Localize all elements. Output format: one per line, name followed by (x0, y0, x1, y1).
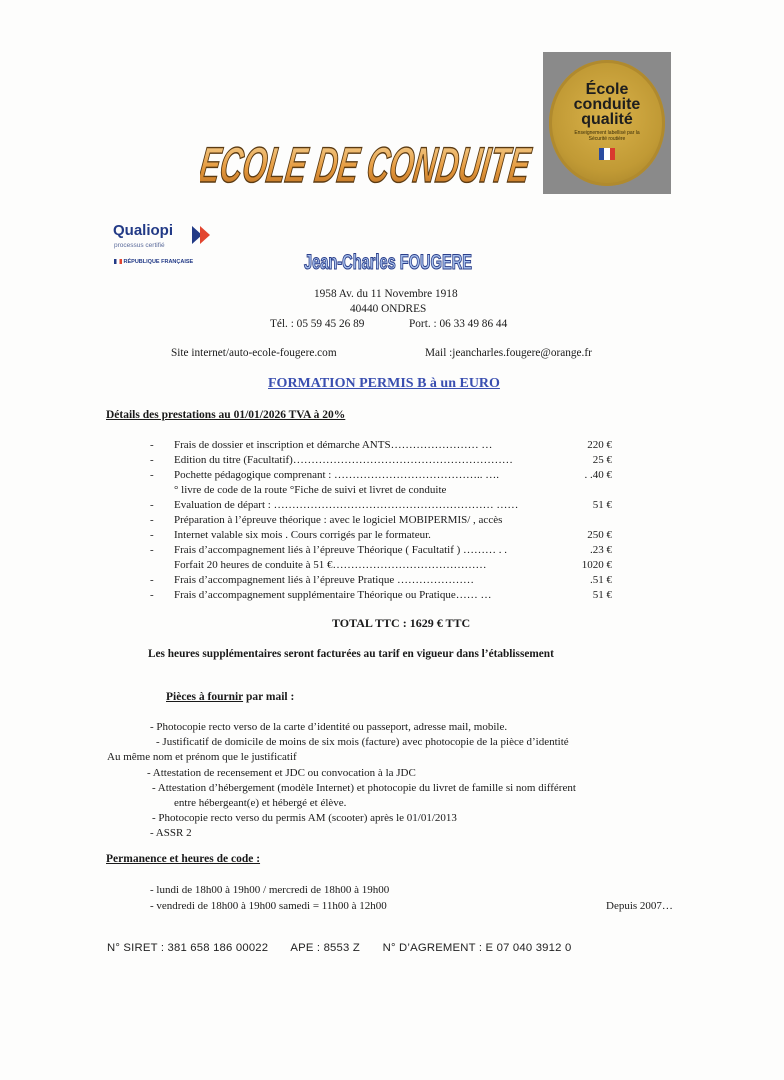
permanence-line1: - lundi de 18h00 à 19h00 / mercredi de 18h00 à 19h00 (150, 884, 390, 896)
prestation-dash: - (150, 499, 154, 511)
badge-seal (549, 60, 665, 186)
total-ttc: TOTAL TTC : 1629 € TTC (332, 616, 471, 630)
prestation-label: Edition du titre (Facultatif)…………………………………………………… (174, 454, 513, 466)
piece-item: - ASSR 2 (150, 827, 192, 839)
agrement: N° D’AGREMENT : E 07 040 3912 0 (382, 942, 572, 954)
republique-francaise-text: RÉPUBLIQUE FRANÇAISE (123, 259, 194, 265)
qualiopi-logo (113, 222, 223, 272)
prestation-dash: - (150, 454, 154, 466)
prestation-amount: 51 € (592, 499, 612, 511)
prestation-label: Préparation à l’épreuve théorique : avec le logiciel MOBIPERMIS/ , accès (174, 514, 503, 526)
prestation-label: Forfait 20 heures de conduite à 51 €…………………………………… (174, 559, 487, 571)
phone-tel: Tél. : 05 59 45 26 89 (270, 318, 365, 330)
pieces-title-underlined: Pièces à fournir (166, 691, 244, 703)
prestation-label: Frais d’accompagnement supplémentaire Théorique ou Pratique…… … (174, 589, 492, 601)
prestation-row (150, 469, 620, 483)
prestation-label: ° livre de code de la route °Fiche de suivi et livret de conduite (174, 484, 447, 496)
piece-item: entre hébergeant(e) et hébergé et élève. (174, 797, 347, 809)
rf-flag-icon (114, 259, 122, 264)
piece-item: - Attestation d’hébergement (modèle Internet) et photocopie du livret de famille si nom différent (152, 782, 576, 794)
pieces-title (166, 691, 294, 703)
badge-line2: conduite (573, 96, 641, 113)
website-text: Site internet/auto-ecole-fougere.com (171, 347, 337, 359)
prestation-dash: - (150, 544, 154, 556)
footer-info (107, 942, 571, 954)
permanence-line2: - vendredi de 18h00 à 19h00 samedi = 11h00 à 12h00 (150, 900, 387, 912)
prestation-row (150, 574, 620, 588)
prestation-row (150, 484, 620, 498)
prestation-label: Pochette pédagogique comprenant : ………………………………….. …. (174, 469, 500, 481)
prestation-row (150, 454, 620, 468)
school-title (200, 128, 540, 198)
prestation-label: Evaluation de départ : …………………………………………………… …… (174, 499, 519, 511)
prestation-row (150, 589, 620, 603)
prestation-amount: .51 € (590, 574, 612, 586)
address-line2: 40440 ONDRES (350, 303, 427, 315)
prestation-dash: - (150, 574, 154, 586)
piece-item: - Attestation de recensement et JDC ou convocation à la JDC (147, 767, 416, 779)
prestation-row (150, 544, 620, 558)
prestation-label: Frais de dossier et inscription et démarche ANTS…………………… … (174, 439, 493, 451)
prestation-row (150, 529, 620, 543)
piece-item: - Justificatif de domicile de moins de six mois (facture) avec photocopie de la pièce d’identité (156, 736, 569, 748)
prestation-amount: 250 € (587, 529, 612, 541)
pieces-title-rest: par mail : (243, 691, 295, 703)
prestation-label: Frais d’accompagnement liés à l’épreuve Théorique ( Facultatif ) ……… . . (174, 544, 508, 556)
badge-title (549, 82, 665, 127)
badge-small-text: Enseignement labellisé par la Sécurité routière (574, 130, 640, 142)
piece-item: - Photocopie recto verso du permis AM (scooter) après le 01/01/2013 (152, 812, 457, 824)
prestation-row (150, 559, 620, 573)
address-line1: 1958 Av. du 11 Novembre 1918 (314, 288, 458, 300)
qualiopi-arrows-icon (190, 224, 220, 246)
badge-line1: École (585, 81, 629, 98)
owner-name-graphic (302, 248, 474, 274)
school-title-text: ECOLE DE CONDUITE (200, 137, 540, 193)
prestation-dash: - (150, 529, 154, 541)
permanence-title: Permanence et heures de code : (106, 853, 261, 865)
prestation-row (150, 499, 620, 513)
owner-name-banner (302, 248, 474, 274)
details-title: Détails des prestations au 01/01/2026 TVA à 20% (106, 409, 346, 421)
prestation-label: Internet valable six mois . Cours corrigés par le formateur. (174, 529, 431, 541)
prestation-label: Frais d’accompagnement liés à l’épreuve Pratique ………………… (174, 574, 474, 586)
prestation-dash: - (150, 439, 154, 451)
extra-hours-note: Les heures supplémentaires seront facturées au tarif en vigueur dans l’établissement (148, 648, 554, 660)
ape: APE : 8553 Z (290, 942, 360, 954)
mail-text: Mail :jeancharles.fougere@orange.fr (425, 347, 592, 359)
republique-francaise-label (114, 259, 193, 265)
prestation-dash: - (150, 589, 154, 601)
siret: N° SIRET : 381 658 186 00022 (107, 942, 269, 954)
school-title-graphic (200, 128, 540, 198)
prestation-row (150, 439, 620, 453)
qualiopi-name: Qualiopi (113, 222, 173, 239)
badge-line3: qualité (581, 111, 633, 128)
owner-name-text: Jean-Charles FOUGERE (304, 251, 472, 274)
phone-port: Port. : 06 33 49 86 44 (409, 318, 508, 330)
qualiopi-subtitle: processus certifié (114, 242, 165, 249)
prestation-amount: 220 € (587, 439, 612, 451)
prestation-amount: 25 € (592, 454, 612, 466)
prestation-amount: .23 € (590, 544, 612, 556)
piece-item: Au même nom et prénom que le justificatif (107, 751, 297, 763)
prestation-row (150, 514, 620, 528)
prestation-dash: - (150, 469, 154, 481)
ecole-conduite-qualite-badge (543, 52, 671, 194)
prestation-amount: . .40 € (584, 469, 612, 481)
french-flag-icon (599, 148, 615, 160)
formation-title: FORMATION PERMIS B à un EURO (268, 376, 500, 391)
prestation-dash: - (150, 514, 154, 526)
prestation-amount: 1020 € (581, 559, 612, 571)
since-text: Depuis 2007… (606, 900, 673, 912)
piece-item: - Photocopie recto verso de la carte d’identité ou passeport, adresse mail, mobile. (150, 721, 508, 733)
prestation-amount: 51 € (592, 589, 612, 601)
